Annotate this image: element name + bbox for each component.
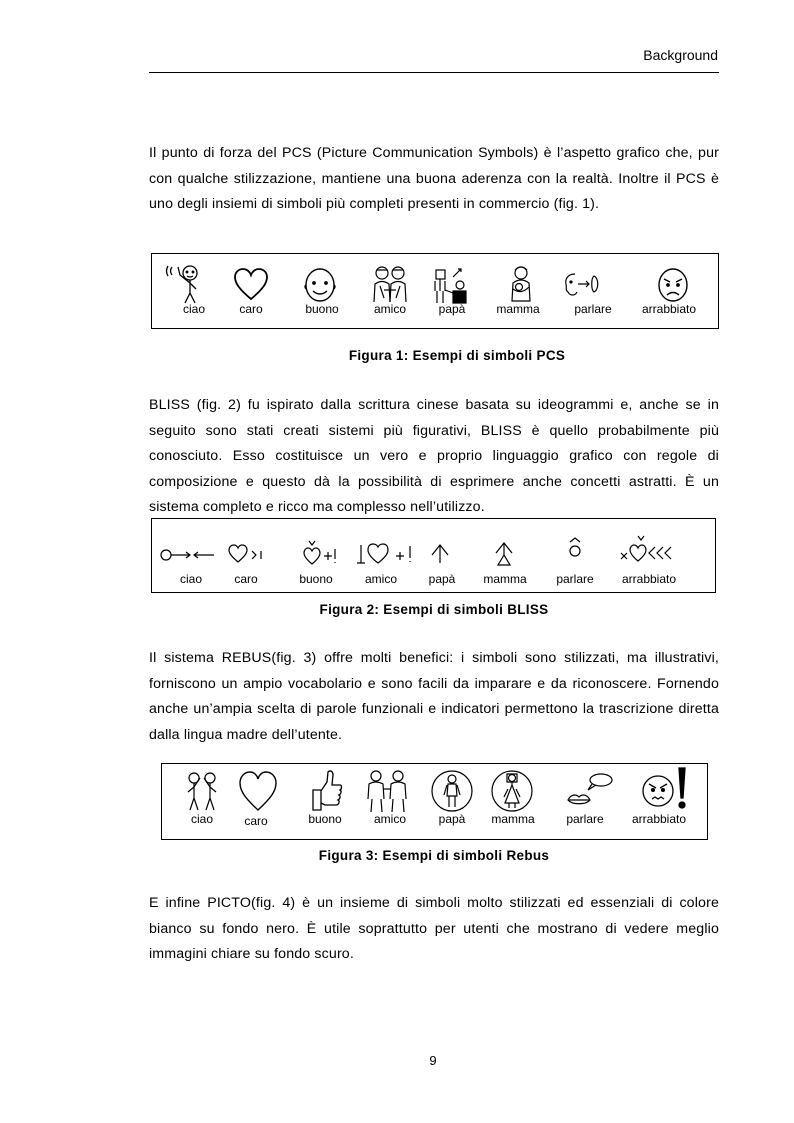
pcs-label: arrabbiato — [641, 302, 697, 316]
rebus-arrabbiato-icon — [641, 766, 689, 812]
pcs-caro-icon — [233, 268, 269, 302]
pcs-label: ciao — [182, 302, 206, 316]
paragraph-rebus: Il sistema REBUS(fig. 3) offre molti benefici: i simboli sono stilizzati, ma illustrativi, forniscono un ampio vocabolario e sono facili da imparare e da riconoscere. Fornendo anche un’ampia scelta di parole funzionali e indicatori permettono la trascrizione diretta dalla lingua madre dell’utente. — [149, 650, 719, 743]
rebus-label: mamma — [491, 812, 535, 826]
pcs-amico-icon — [370, 264, 410, 304]
pcs-label: papà — [438, 302, 466, 316]
rebus-label: ciao — [190, 812, 214, 826]
figure-2-caption: Figura 2: Esempi di simboli BLISS — [319, 602, 549, 617]
bliss-label: caro — [234, 572, 258, 586]
pcs-buono-icon — [303, 266, 337, 302]
bliss-label: mamma — [483, 572, 527, 586]
rebus-caro-icon — [238, 770, 278, 812]
running-head: Background — [643, 47, 718, 63]
figure-3-caption: Figura 3: Esempi di simboli Rebus — [318, 848, 550, 863]
bliss-label: arrabbiato — [621, 572, 677, 586]
bliss-label: buono — [299, 572, 333, 586]
rebus-label: caro — [244, 814, 268, 828]
rebus-label: papà — [438, 812, 466, 826]
pcs-papa-icon — [433, 265, 469, 305]
pcs-ciao-icon — [166, 263, 206, 305]
paragraph-bliss: BLISS (fig. 2) fu ispirato dalla scrittura cinese basata su ideogrammi e, anche se in seguito sono stati creati sistemi più figurativi, BLISS è quello probabilmente più conosciuto. Esso costituisce un vero e proprio linguaggio grafico con regole di composizione e questo dà la possibilità di esprimere anche concetti astratti. È un sistema completo e ricco ma complesso nell’utilizzo. — [149, 397, 719, 515]
pcs-label: mamma — [496, 302, 540, 316]
bliss-arrabbiato-icon — [620, 535, 672, 565]
pcs-label: amico — [373, 302, 407, 316]
bliss-label: ciao — [179, 572, 203, 586]
pcs-arrabbiato-icon — [656, 266, 690, 302]
paragraph-picto: E infine PICTO(fig. 4) è un insieme di simboli molto stilizzati ed essenziali di colore bianco su fondo nero. È utile soprattutto per utenti che mostrano di vedere meglio immagini chiare su fondo scuro. — [149, 895, 719, 962]
pcs-label: buono — [305, 302, 339, 316]
bliss-parlare-icon — [567, 537, 583, 561]
bliss-mamma-icon — [494, 541, 514, 567]
bliss-ciao-icon — [160, 547, 216, 563]
bliss-label: parlare — [556, 572, 594, 586]
rebus-amico-icon — [365, 769, 409, 813]
page-number: 9 — [429, 1053, 437, 1068]
rebus-label: amico — [373, 812, 407, 826]
bliss-amico-icon — [356, 543, 418, 565]
figure-1-caption: Figura 1: Esempi di simboli PCS — [348, 348, 566, 363]
rebus-papa-icon — [430, 769, 474, 813]
pcs-label: parlare — [574, 302, 612, 316]
bliss-caro-icon — [228, 544, 264, 564]
pcs-label: caro — [239, 302, 263, 316]
header-rule — [149, 72, 719, 73]
pcs-parlare-icon — [563, 270, 603, 300]
paragraph-pcs: Il punto di forza del PCS (Picture Communication Symbols) è l’aspetto grafico che, pur con qualche stilizzazione, mantiene una buona aderenza con la realtà. Inoltre il PCS è uno degli insiemi di simboli più completi presenti in commercio (fig. 1). — [149, 145, 719, 212]
bliss-label: papà — [428, 572, 456, 586]
bliss-papa-icon — [430, 543, 450, 565]
bliss-label: amico — [364, 572, 398, 586]
pcs-mamma-icon — [508, 265, 534, 303]
rebus-label: buono — [308, 812, 342, 826]
rebus-label: arrabbiato — [631, 812, 687, 826]
rebus-buono-icon — [307, 768, 343, 812]
rebus-ciao-icon — [184, 770, 220, 812]
rebus-label: parlare — [566, 812, 604, 826]
rebus-parlare-icon — [566, 772, 614, 808]
rebus-mamma-icon — [490, 769, 534, 813]
bliss-buono-icon — [302, 540, 338, 566]
